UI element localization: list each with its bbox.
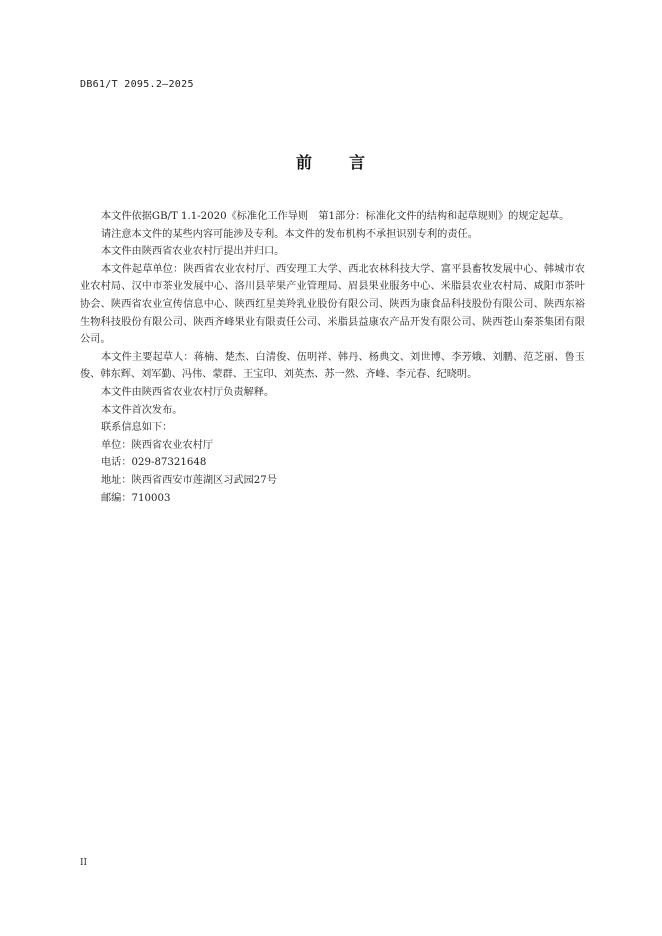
page-number: II [80, 858, 88, 868]
contact-unit: 单位：陕西省农业农村厅 [101, 439, 214, 451]
foreword-body [80, 208, 585, 507]
paragraph-drafters: 本文件主要起草人：蒋楠、楚杰、白清俊、伍明祥、韩丹、杨典文、刘世博、李芳娥、刘鹏、范芝丽、鲁玉俊、韩东辉、刘军勤、冯伟、蒙群、王宝印、刘英杰、苏一然、齐峰、李元春、纪晓明。 [80, 351, 585, 381]
contact-address: 地址：陕西省西安市莲湖区习武园27号 [101, 474, 277, 486]
page-title [0, 150, 662, 173]
standard-code: DB61/T 2095.2—2025 [80, 79, 194, 90]
paragraph-contact-heading: 联系信息如下： [101, 422, 173, 434]
paragraph-first-release: 本文件首次发布。 [101, 404, 183, 416]
title-char-1: 前 [295, 153, 313, 172]
paragraph-basis: 本文件依据GB/T 1.1-2020《标准化工作导则 第1部分：标准化文件的结构和起草规则》的规定起草。 [101, 211, 570, 222]
paragraph-interpretation: 本文件由陕西省农业农村厅负责解释。 [101, 386, 275, 398]
title-char-2: 言 [349, 153, 367, 172]
paragraph-patent-notice: 请注意本文件的某些内容可能涉及专利。本文件的发布机构不承担识别专利的责任。 [101, 228, 478, 240]
contact-postcode: 邮编：710003 [101, 492, 171, 504]
paragraph-proposer: 本文件由陕西省农业农村厅提出并归口。 [101, 246, 285, 258]
paragraph-drafting-units: 本文件起草单位：陕西省农业农村厅、西安理工大学、西北农林科技大学、富平县畜牧发展中心、韩城市农业农村局、汉中市茶业发展中心、洛川县苹果产业管理局、眉县果业服务中心、米脂县农业农村局、咸阳市茶叶协会、陕西省农业宣传信息中心、陕西红星美羚乳业股份有限公司、陕西为康食品科技股份有限公司、陕西东裕生物科技股份有限公司、陕西齐峰果业有限责任公司、米脂县益康农产品开发有限公司、陕西苍山秦茶集团有限公司。 [80, 263, 585, 346]
contact-phone: 电话：029-87321648 [101, 457, 207, 469]
